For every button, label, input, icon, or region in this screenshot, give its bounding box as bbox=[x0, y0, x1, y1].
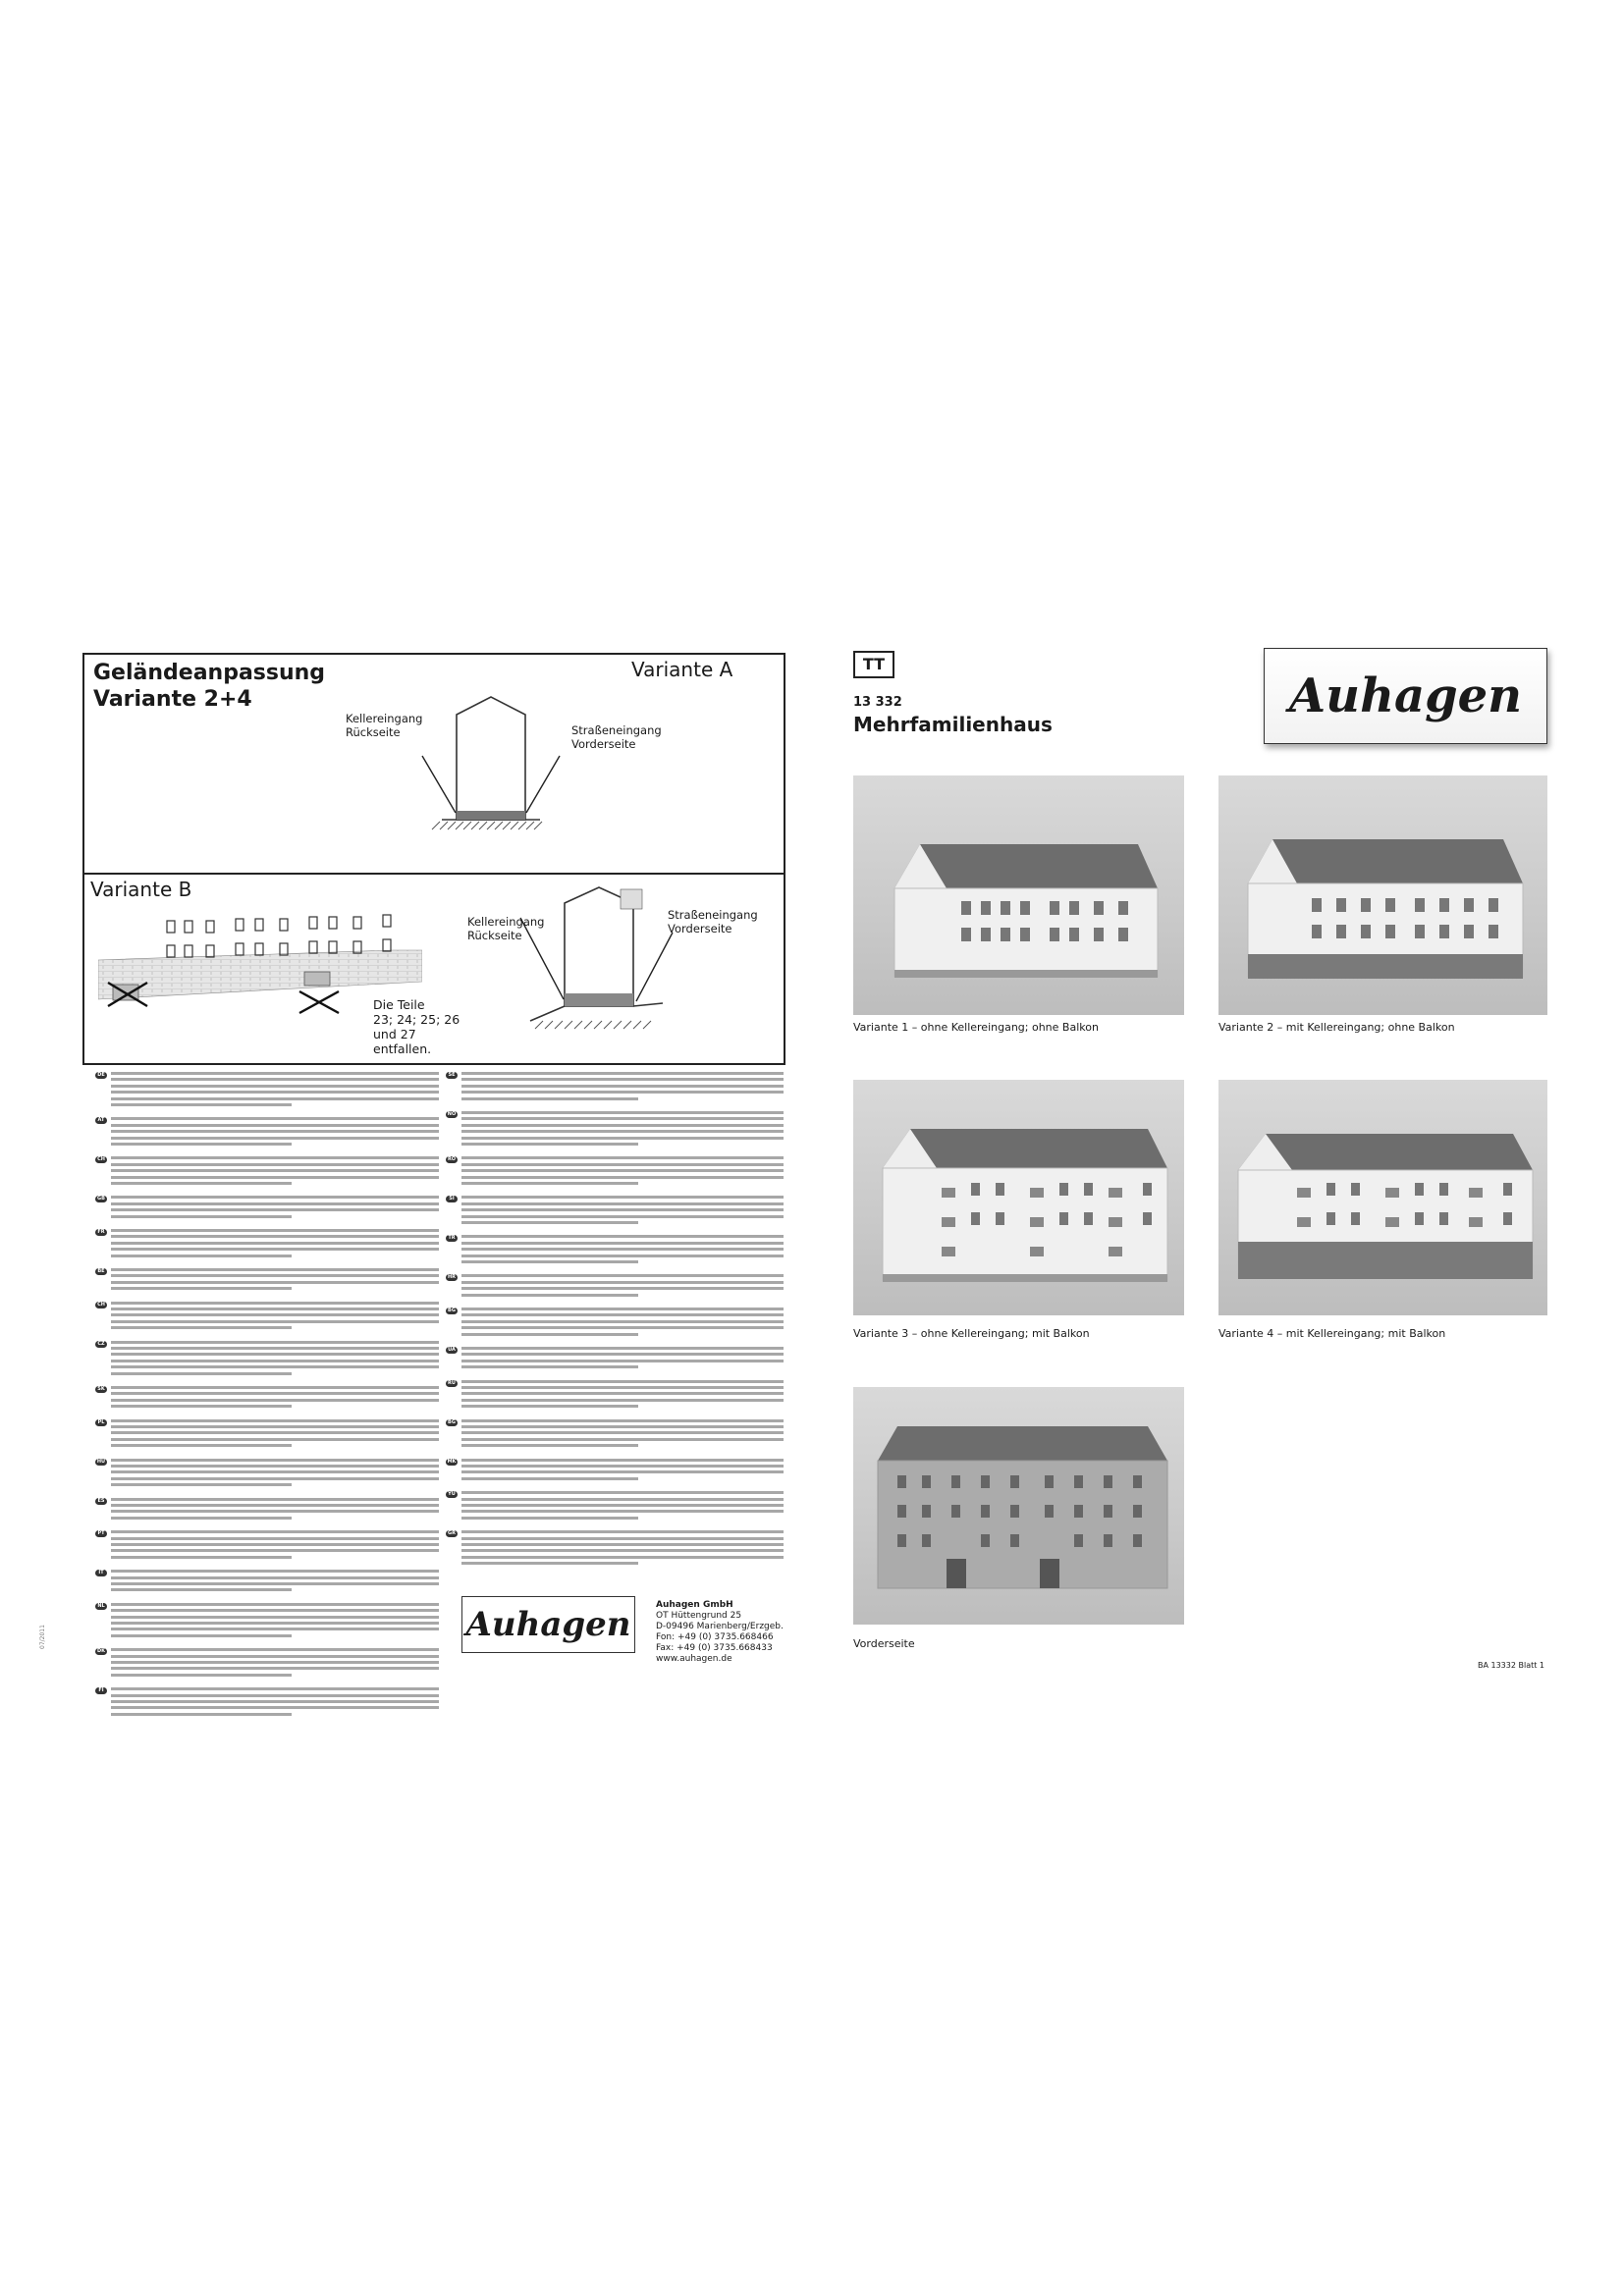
company-phone: Fon: +49 (0) 3735.668466 bbox=[656, 1632, 774, 1642]
sheet-footer: BA 13332 Blatt 1 bbox=[1478, 1661, 1545, 1670]
language-block bbox=[448, 1491, 784, 1522]
language-block bbox=[97, 1156, 439, 1188]
caption-variant-4: Variante 4 – mit Kellereingang; mit Balkon bbox=[1218, 1327, 1446, 1340]
language-code-badge: UA bbox=[446, 1347, 458, 1354]
company-name: Auhagen GmbH bbox=[656, 1600, 733, 1610]
language-block bbox=[447, 1111, 784, 1148]
language-code-badge: IT bbox=[95, 1570, 107, 1576]
photo-front-side bbox=[853, 1387, 1184, 1625]
caption-front-side: Vorderseite bbox=[853, 1637, 915, 1650]
variant-b-street-entrance-label: Straßeneingang bbox=[668, 908, 758, 922]
language-block bbox=[449, 1196, 784, 1227]
variant-a-house-diagram bbox=[412, 687, 579, 854]
language-code-badge: SI bbox=[446, 1196, 458, 1202]
language-block bbox=[448, 1418, 784, 1451]
language-code-badge: AT bbox=[95, 1117, 107, 1124]
building-illustration bbox=[853, 1080, 1184, 1315]
photo-variant-2 bbox=[1218, 775, 1547, 1015]
language-block bbox=[447, 1156, 784, 1188]
language-block bbox=[96, 1458, 439, 1490]
multilingual-text-column-left bbox=[96, 1072, 441, 1694]
language-code-badge: NO bbox=[447, 1111, 457, 1117]
language-code-badge: HU bbox=[96, 1458, 106, 1465]
language-code-badge: RU bbox=[446, 1380, 458, 1387]
language-code-badge: ES bbox=[95, 1498, 107, 1505]
photo-variant-1 bbox=[853, 775, 1184, 1015]
language-code-badge: CZ bbox=[95, 1341, 107, 1348]
language-code-badge: NL bbox=[95, 1603, 107, 1610]
language-block bbox=[97, 1497, 439, 1523]
language-block bbox=[448, 1530, 784, 1568]
variant-a-front-side-label: Vorderseite bbox=[571, 737, 636, 751]
language-block bbox=[97, 1386, 439, 1412]
language-block bbox=[97, 1229, 439, 1260]
language-code-badge: YU bbox=[446, 1491, 458, 1498]
variant-a-rear-side-label: Rückseite bbox=[346, 725, 401, 739]
company-address bbox=[656, 1600, 784, 1665]
language-block bbox=[97, 1117, 439, 1148]
language-code-badge: BE bbox=[95, 1268, 107, 1275]
language-code-badge: BG bbox=[446, 1308, 458, 1314]
variant-b-parts-note-line2: 23; 24; 25; 26 bbox=[373, 1012, 460, 1027]
language-block bbox=[447, 1458, 784, 1484]
language-block bbox=[97, 1072, 439, 1109]
language-block bbox=[448, 1235, 784, 1266]
language-block bbox=[98, 1687, 439, 1719]
language-block bbox=[97, 1602, 439, 1640]
language-code-badge: FR bbox=[95, 1229, 107, 1236]
language-code-badge: CH bbox=[95, 1156, 107, 1163]
building-illustration bbox=[1218, 775, 1547, 1015]
language-block bbox=[97, 1418, 439, 1451]
article-number: 13 332 bbox=[853, 695, 902, 710]
language-code-badge: PL bbox=[95, 1419, 107, 1426]
auhagen-logo-small bbox=[461, 1596, 635, 1653]
page-title-line2: Variante 2+4 bbox=[93, 687, 252, 712]
variant-b-parts-note-line1: Die Teile bbox=[373, 997, 425, 1012]
variant-a-street-entrance-label: Straßeneingang bbox=[571, 723, 662, 737]
language-block bbox=[97, 1268, 439, 1294]
company-street: OT Hüttengrund 25 bbox=[656, 1611, 742, 1621]
language-block bbox=[96, 1648, 439, 1680]
variant-b-front-side-label: Vorderseite bbox=[668, 922, 732, 935]
product-title: Mehrfamilienhaus bbox=[853, 713, 1053, 736]
language-code-badge: RO bbox=[447, 1156, 457, 1163]
variant-b-parts-note-line3: und 27 bbox=[373, 1027, 416, 1041]
photo-variant-4 bbox=[1218, 1080, 1547, 1315]
photo-variant-3 bbox=[853, 1080, 1184, 1315]
caption-variant-1: Variante 1 – ohne Kellereingang; ohne Balkon bbox=[853, 1021, 1099, 1034]
language-code-badge: HR bbox=[447, 1274, 457, 1281]
variant-a-label: Variante A bbox=[631, 658, 733, 681]
language-block bbox=[97, 1530, 439, 1562]
caption-variant-3: Variante 3 – ohne Kellereingang; mit Balkon bbox=[853, 1327, 1090, 1340]
language-code-badge: FI bbox=[95, 1687, 107, 1694]
language-block bbox=[448, 1379, 784, 1412]
variant-a-rear-entrance-label: Kellereingang bbox=[346, 712, 423, 725]
language-code-badge: MK bbox=[447, 1458, 457, 1465]
company-fax: Fax: +49 (0) 3735.668433 bbox=[656, 1643, 773, 1653]
auhagen-logo-large bbox=[1264, 648, 1547, 744]
variant-b-rear-entrance-label: Kellereingang bbox=[467, 915, 545, 929]
variant-b-parts-note-line4: entfallen. bbox=[373, 1041, 432, 1056]
language-block bbox=[97, 1301, 439, 1333]
language-code-badge: BG bbox=[446, 1419, 458, 1426]
scale-badge: TT bbox=[853, 651, 894, 678]
language-block bbox=[97, 1340, 439, 1378]
language-block bbox=[98, 1570, 439, 1595]
language-block bbox=[448, 1308, 784, 1339]
language-code-badge: DE bbox=[95, 1072, 107, 1079]
building-illustration bbox=[853, 1387, 1184, 1625]
language-block bbox=[448, 1347, 784, 1372]
building-illustration bbox=[853, 775, 1184, 1015]
language-block bbox=[447, 1274, 784, 1300]
auhagen-logo-text: Auhagen bbox=[465, 1605, 631, 1644]
language-code-badge: SK bbox=[95, 1386, 107, 1393]
company-web[interactable]: www.auhagen.de bbox=[656, 1654, 732, 1664]
language-code-badge: GR bbox=[446, 1530, 458, 1537]
page-title-line1: Geländeanpassung bbox=[93, 661, 326, 685]
language-block bbox=[448, 1072, 784, 1103]
variant-b-rear-side-label: Rückseite bbox=[467, 929, 522, 942]
side-print-code: 07/2011 bbox=[39, 1625, 46, 1649]
language-code-badge: CH bbox=[95, 1302, 107, 1308]
caption-variant-2: Variante 2 – mit Kellereingang; ohne Balkon bbox=[1218, 1021, 1455, 1034]
company-city: D-09496 Marienberg/Erzgeb. bbox=[656, 1622, 784, 1631]
language-code-badge: SE bbox=[446, 1072, 458, 1079]
building-illustration bbox=[1218, 1080, 1547, 1315]
variant-b-label: Variante B bbox=[90, 878, 192, 901]
variant-b-house-diagram bbox=[511, 883, 677, 1045]
language-code-badge: TR bbox=[446, 1235, 458, 1242]
language-block bbox=[97, 1196, 439, 1221]
multilingual-text-column-right bbox=[447, 1072, 785, 1543]
auhagen-logo-large-text: Auhagen bbox=[1288, 668, 1523, 723]
language-code-badge: PT bbox=[95, 1530, 107, 1537]
language-code-badge: GB bbox=[95, 1196, 107, 1202]
language-code-badge: DK bbox=[96, 1648, 106, 1655]
